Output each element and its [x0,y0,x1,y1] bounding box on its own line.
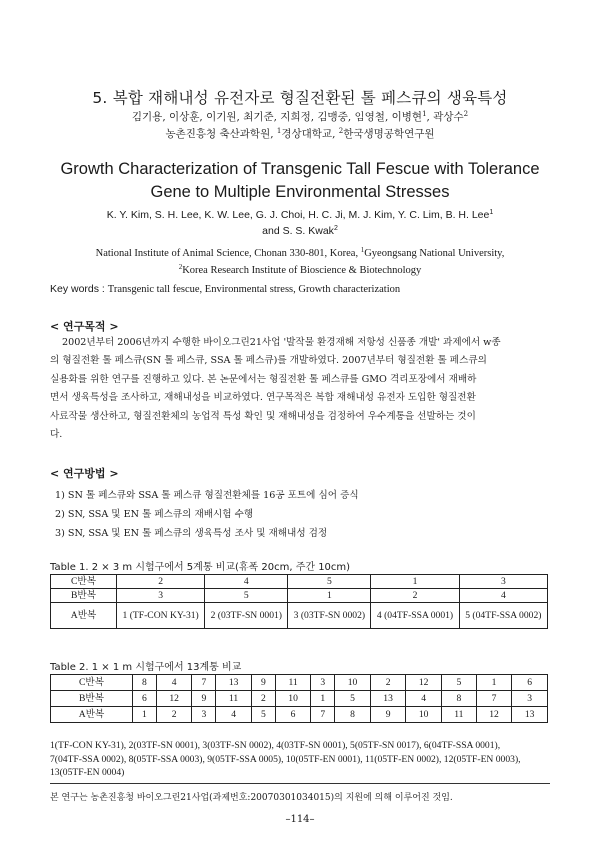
paragraph-line: 의 형질전환 톨 페스큐(SN 톨 페스큐, SSA 톨 페스큐)를 개발하였다. 2007년부터 형질전환 톨 페스큐의 [50,355,487,367]
table-cell: 6 [512,675,548,691]
affil-sup: 2 [463,110,469,118]
affil-sup: 2 [338,127,344,135]
footnote-divider [50,783,550,784]
row-header: C반복 [51,575,117,589]
table-cell: 5 [288,575,371,589]
table-cell: 9 [192,691,216,707]
table-cell: 12 [156,691,192,707]
table-cell: 1 [311,691,335,707]
table-cell: 4 [156,675,192,691]
english-author-names: and S. S. Kwak [262,225,334,237]
table-cell: 11 [441,707,476,723]
affil-1: 경상대학교, [281,128,339,140]
korean-author-tail: , 곽상수 [426,111,464,123]
table-cell: 9 [251,675,275,691]
table-cell: 8 [133,675,157,691]
legend-line: 7(04TF-SSA 0002), 8(05TF-SSA 0003), 9(05TF-SSA 0005), 10(05TF-EN 0001), 11(05TF-EN 0002), 12(05TF-EN 0003), [50,753,521,765]
korean-authors [0,109,600,124]
table-cell: 2 [370,675,406,691]
row-header: B반복 [51,691,133,707]
table-cell: 2 [251,691,275,707]
affil-2: Korea Research Institute of Bioscience & Biotechnology [182,265,422,276]
affil-sup: 1 [489,209,494,216]
table-cell: 1 [476,675,512,691]
table-cell: 11 [275,675,311,691]
footnote: 본 연구는 농촌진흥청 바이오그린21사업(과제번호:20070301034015)의 지원에 의해 이루어진 것임. [50,793,453,803]
table-cell: 5 [441,675,476,691]
affil-main: 농촌진흥청 축산과학원, [165,128,277,140]
paragraph-line: 사료작물 생산하고, 형질전환체의 농업적 특성 확인 및 재해내성을 검정하여 우수계통을 선발하는 것이 [50,410,476,422]
table-cell: 1 [371,575,459,589]
korean-title: 5. 복합 재해내성 유전자로 형질전환된 톨 페스큐의 생육특성 [92,89,508,107]
table-row [51,575,548,589]
paragraph-line: 다. [50,429,63,441]
table-cell: 7 [311,707,335,723]
paragraph-line: 실용화를 위한 연구를 진행하고 있다. 본 논문에서는 형질전환 톨 페스큐를 GMO 격리포장에서 재배하 [50,373,477,385]
table-cell: 7 [192,675,216,691]
table-cell: 4 [205,575,288,589]
keywords [50,283,400,295]
english-authors-line-2 [0,225,600,237]
methods-list [55,486,359,543]
table-row [51,707,548,723]
table-cell: 6 [275,707,311,723]
section-heading-methods: < 연구방법 > [50,467,119,480]
page-number: –114– [285,814,315,825]
table-cell: 13 [512,707,548,723]
korean-author-names: 김기용, 이상훈, 이기원, 최기준, 지희정, 김맹중, 임영철, 이병현 [131,111,423,123]
table-row [51,589,548,603]
row-header: A반복 [51,603,117,629]
english-title-line-2: Gene to Multiple Environmental Stresses [150,183,450,201]
table-cell: 5 [205,589,288,603]
section-heading-purpose: < 연구목적 > [50,320,119,333]
table-cell: 3 [512,691,548,707]
affil-sup: 2 [178,263,183,271]
list-item: 2) SN, SSA 및 EN 톨 페스큐의 재배시험 수행 [55,509,254,520]
list-item: 3) SN, SSA 및 EN 톨 페스큐의 생육특성 조사 및 재해내성 검정 [55,528,328,539]
korean-affiliations [0,126,600,141]
table-cell: 1 (TF-CON KY-31) [117,603,205,629]
table-cell: 4 [459,589,547,603]
table-cell: 10 [335,675,371,691]
keywords-label: Key words : [50,283,108,295]
table-cell: 1 [133,707,157,723]
english-affiliation-line-1 [0,246,600,259]
table-cell: 3 [117,589,205,603]
affil-sup: 1 [276,127,282,135]
table-cell: 13 [370,691,406,707]
row-header: C반복 [51,675,133,691]
keywords-text: Transgenic tall fescue, Environmental stress, Growth characterization [107,284,401,295]
legend-line: 1(TF-CON KY-31), 2(03TF-SN 0001), 3(03TF-SN 0002), 4(03TF-SN 0001), 5(05TF-SN 0017), 6(04TF-SSA 0001), [50,740,501,751]
table-2 [50,674,548,723]
table-cell: 12 [476,707,512,723]
table-cell: 5 [335,691,371,707]
table-row [51,603,548,629]
table-cell: 4 [216,707,252,723]
table-2-caption: Table 2. 1 × 1 m 시험구에서 13계통 비교 [50,662,242,673]
affil-1: Gyeongsang National University, [364,248,505,259]
table-cell: 5 [251,707,275,723]
table-cell: 4 (04TF-SSA 0001) [371,603,459,629]
table-cell: 2 [371,589,459,603]
table-cell: 3 [459,575,547,589]
affil-sup: 1 [422,110,427,118]
table-cell: 5 (04TF-SSA 0002) [459,603,547,629]
table-1-caption: Table 1. 2 × 3 m 시험구에서 5계통 비교(휴폭 20cm, 주간 10cm) [50,562,351,573]
table-cell: 10 [406,707,442,723]
english-title-line-1: Growth Characterization of Transgenic Tall Fescue with Tolerance [60,160,540,178]
table-cell: 13 [216,675,252,691]
list-item: 1) SN 톨 페스큐와 SSA 톨 페스큐 형질전환체를 16공 포트에 심어 증식 [55,490,359,501]
paragraph-line: 2002년부터 2006년까지 수행한 바이오그린21사업 '발작물 환경재해 저항성 신품종 개발' 과제에서 w종 [62,337,501,348]
table-cell: 6 [133,691,157,707]
table-row [51,675,548,691]
affil-sup: 2 [333,225,338,232]
table-cell: 8 [441,691,476,707]
english-affiliation-line-2 [0,263,600,276]
table-row [51,691,548,707]
table-cell: 2 (03TF-SN 0001) [205,603,288,629]
table-cell: 2 [117,575,205,589]
table-2-legend [50,739,550,780]
table-cell: 3 (03TF-SN 0002) [288,603,371,629]
affil-2: 한국생명공학연구원 [343,128,435,140]
table-cell: 9 [370,707,406,723]
paragraph-line: 면서 생육특성을 조사하고, 재해내성을 비교하였다. 연구목적은 복합 재해내성 유전자 도입한 형질전환 [50,392,476,404]
table-cell: 7 [476,691,512,707]
table-cell: 11 [216,691,252,707]
table-cell: 12 [406,675,442,691]
table-cell: 3 [311,675,335,691]
purpose-paragraph [50,334,550,444]
table-cell: 1 [288,589,371,603]
table-cell: 8 [335,707,371,723]
row-header: B반복 [51,589,117,603]
english-author-names: K. Y. Kim, S. H. Lee, K. W. Lee, G. J. Choi, H. C. Ji, M. J. Kim, Y. C. Lim, B. H. Lee [106,209,490,221]
table-cell: 4 [406,691,442,707]
table-cell: 2 [156,707,192,723]
row-header: A반복 [51,707,133,723]
english-authors-line-1 [0,209,600,221]
affil-sup: 1 [360,246,365,254]
table-cell: 3 [192,707,216,723]
legend-line: 13(05TF-EN 0004) [50,767,125,778]
affil-main: National Institute of Animal Science, Chonan 330-801, Korea, [95,248,361,259]
table-cell: 10 [275,691,311,707]
table-1 [50,574,548,629]
